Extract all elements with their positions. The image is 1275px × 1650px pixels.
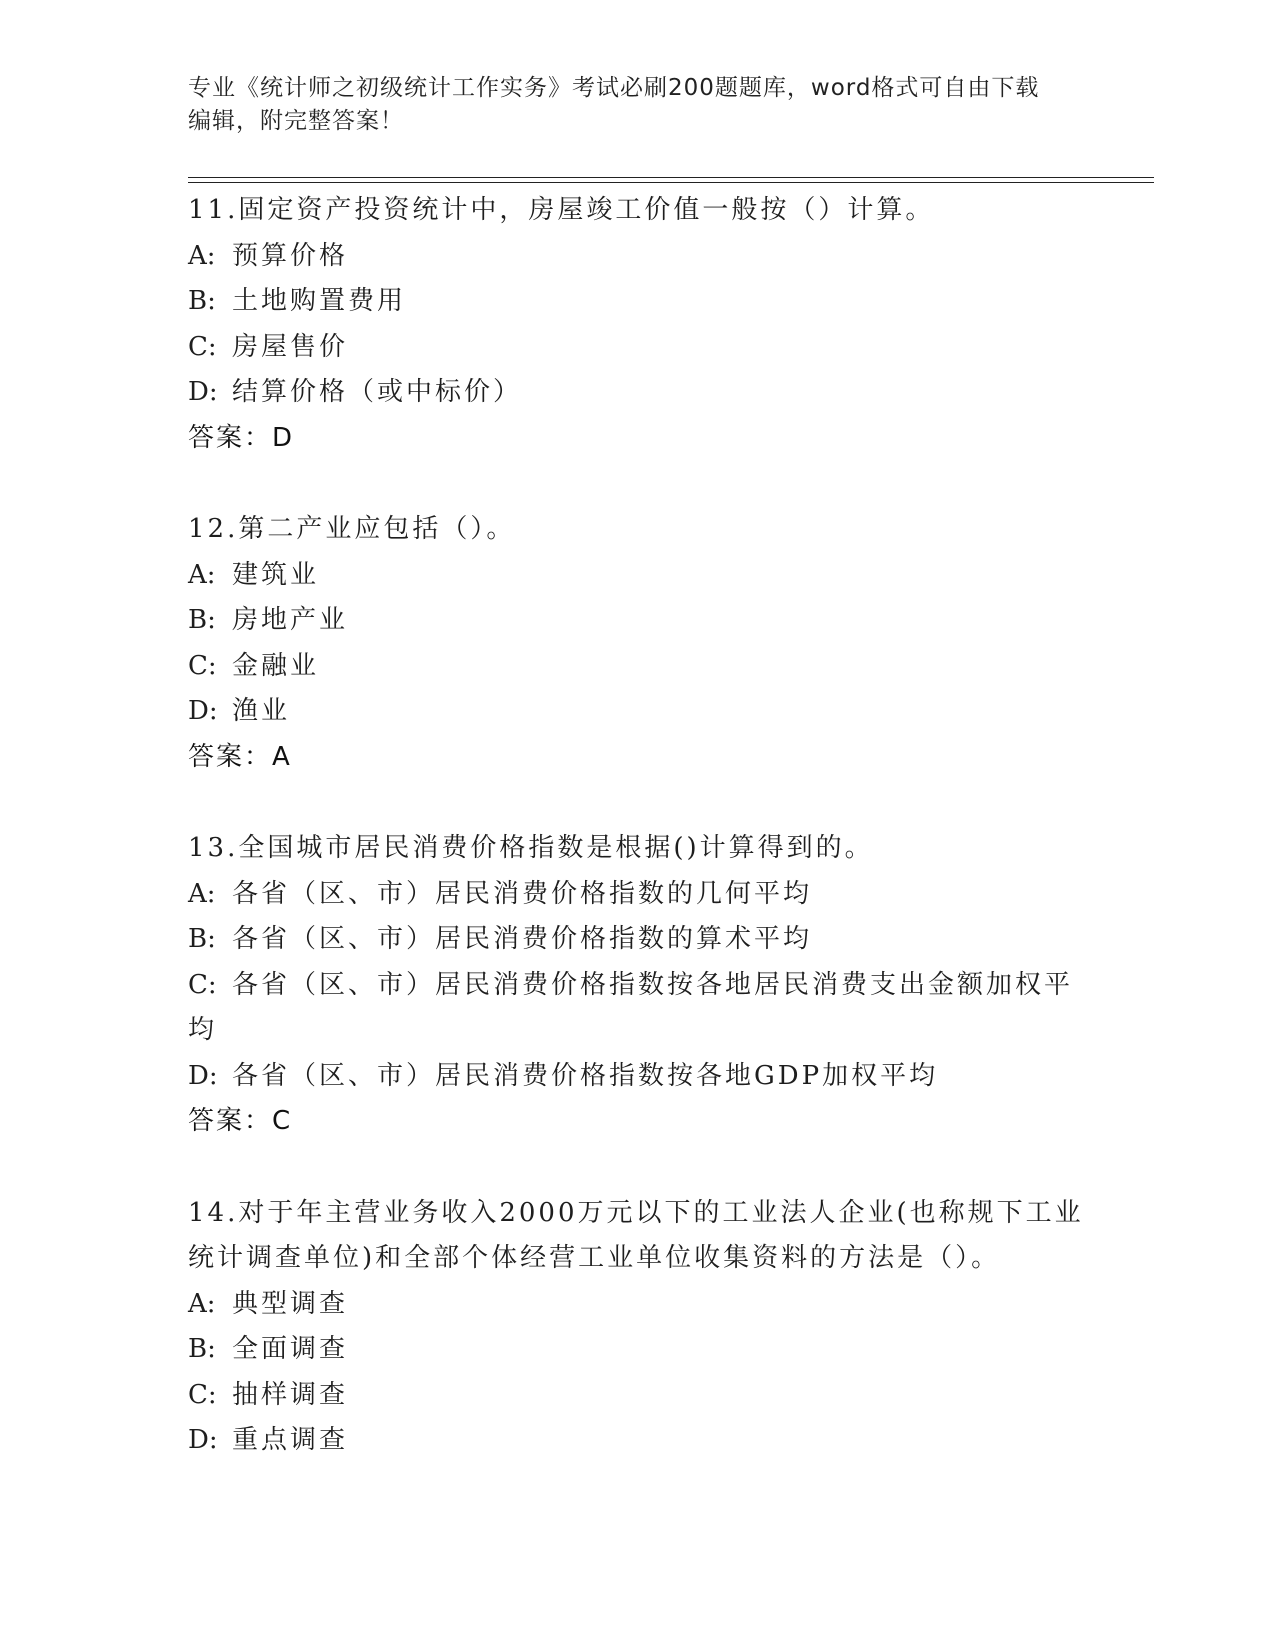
question-item — [188, 1191, 1088, 1464]
option-text: 抽样调查 — [232, 1379, 349, 1410]
answer-line: 答案：D — [188, 422, 295, 453]
option-text: 渔业 — [232, 696, 291, 726]
option-text: 各省（区、市）居民消费价格指数按各地GDP加权平均 — [232, 1060, 939, 1091]
option-c — [188, 325, 1088, 371]
option-key: B: — [188, 286, 216, 316]
option-d — [188, 1418, 1088, 1464]
option-key: A: — [188, 240, 216, 271]
header-divider-bottom — [188, 182, 1154, 183]
option-text: 典型调查 — [232, 1288, 349, 1319]
option-text: 各省（区、市）居民消费价格指数的算术平均 — [232, 924, 813, 954]
option-text: 结算价格（或中标价） — [232, 377, 523, 407]
option-key: D: — [188, 1425, 218, 1455]
option-a — [188, 234, 1088, 280]
option-b — [188, 917, 1088, 963]
option-c — [188, 644, 1088, 690]
question-stem: 11.固定资产投资统计中，房屋竣工价值一般按（）计算。 — [188, 195, 935, 225]
option-key: D: — [188, 696, 218, 726]
option-b — [188, 598, 1088, 644]
header-line-2: 编辑，附完整答案！ — [188, 108, 404, 134]
option-key: D: — [188, 1060, 218, 1091]
option-key: B: — [188, 924, 216, 954]
option-key: B: — [188, 1334, 216, 1364]
header-divider-top — [188, 177, 1154, 178]
option-key: A: — [188, 559, 216, 590]
question-item — [188, 188, 1088, 461]
option-text: 金融业 — [232, 650, 320, 681]
option-text: 土地购置费用 — [232, 286, 407, 316]
option-c — [188, 963, 1088, 1054]
option-text: 房屋售价 — [232, 331, 349, 362]
option-key: C: — [188, 969, 217, 1000]
option-b — [188, 1327, 1088, 1373]
option-key: C: — [188, 650, 217, 681]
option-d — [188, 370, 1088, 416]
option-a — [188, 872, 1088, 918]
option-a — [188, 553, 1088, 599]
answer-line: 答案：C — [188, 1106, 293, 1136]
option-key: D: — [188, 377, 218, 407]
option-d — [188, 689, 1088, 735]
option-key: C: — [188, 331, 217, 362]
question-list — [188, 188, 1088, 1464]
option-a — [188, 1282, 1088, 1328]
option-text: 房地产业 — [232, 605, 349, 635]
header-line-1: 专业《统计师之初级统计工作实务》考试必刷200题题库，word格式可自由下载 — [188, 75, 1040, 101]
option-key: A: — [188, 1288, 216, 1319]
question-item — [188, 507, 1088, 780]
option-b — [188, 279, 1088, 325]
option-key: A: — [188, 878, 216, 909]
option-text: 各省（区、市）居民消费价格指数的几何平均 — [232, 878, 813, 909]
document-header-note — [188, 72, 1068, 138]
option-text: 全面调查 — [232, 1334, 349, 1364]
question-item — [188, 826, 1088, 1145]
option-text: 预算价格 — [232, 240, 349, 271]
option-text: 各省（区、市）居民消费价格指数按各地居民消费支出金额加权平均 — [188, 969, 1074, 1045]
question-stem: 13.全国城市居民消费价格指数是根据()计算得到的。 — [188, 833, 874, 863]
option-d — [188, 1054, 1088, 1100]
option-key: B: — [188, 605, 216, 635]
option-key: C: — [188, 1379, 217, 1410]
question-stem: 12.第二产业应包括（）。 — [188, 514, 516, 544]
answer-line: 答案：A — [188, 741, 292, 772]
option-text: 重点调查 — [232, 1425, 349, 1455]
question-stem: 14.对于年主营业务收入2000万元以下的工业法人企业(也称规下工业统计调查单位)和全部个体经营工业单位收集资料的方法是（）。 — [188, 1197, 1084, 1273]
option-c — [188, 1373, 1088, 1419]
option-text: 建筑业 — [232, 559, 320, 590]
